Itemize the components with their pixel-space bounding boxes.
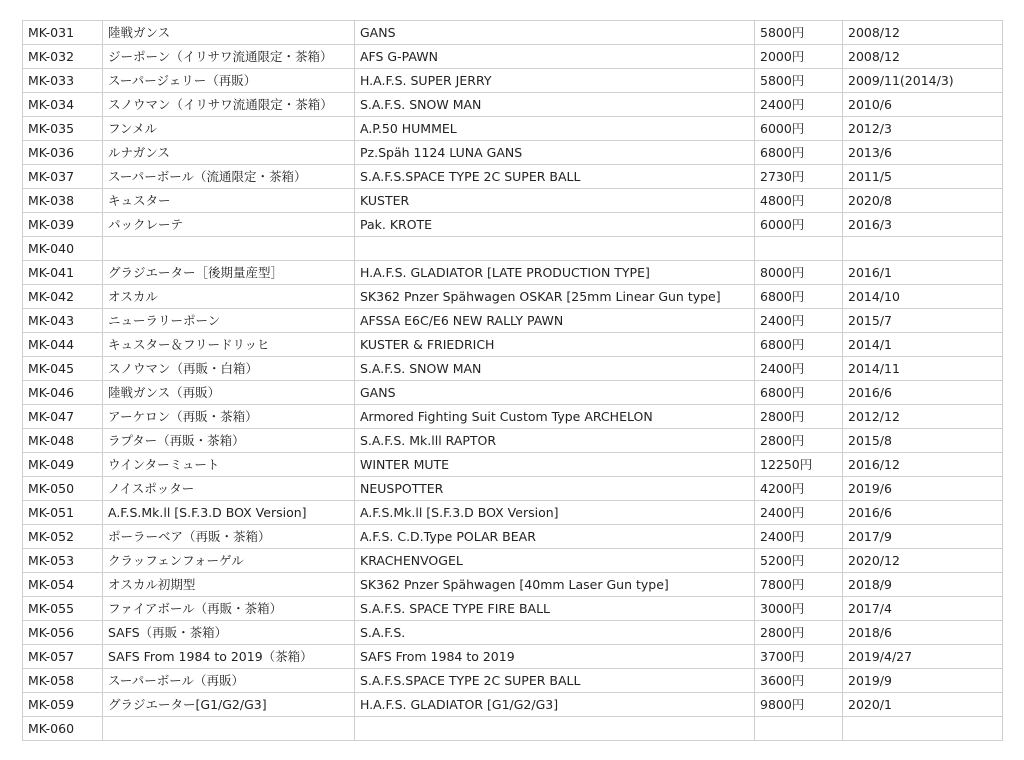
release-date-cell: 2008/12 [843, 45, 1003, 69]
release-date-cell: 2016/6 [843, 381, 1003, 405]
table-row [23, 285, 1003, 309]
price-cell: 2000円 [755, 45, 843, 69]
release-date-cell: 2015/8 [843, 429, 1003, 453]
release-date-cell: 2012/3 [843, 117, 1003, 141]
japanese-name-cell: A.F.S.Mk.ll [S.F.3.D BOX Version] [103, 501, 355, 525]
english-name-cell: Pz.Späh 1124 LUNA GANS [355, 141, 755, 165]
product-code-cell: MK-040 [23, 237, 103, 261]
english-name-cell: NEUSPOTTER [355, 477, 755, 501]
japanese-name-cell: SAFS From 1984 to 2019（茶箱） [103, 645, 355, 669]
price-cell: 6000円 [755, 117, 843, 141]
product-code-cell: MK-053 [23, 549, 103, 573]
japanese-name-cell: スノウマン（イリサワ流通限定・茶箱） [103, 93, 355, 117]
table-row [23, 621, 1003, 645]
release-date-cell: 2013/6 [843, 141, 1003, 165]
price-cell: 3000円 [755, 597, 843, 621]
japanese-name-cell: スーパーボール（流通限定・茶箱） [103, 165, 355, 189]
table-row [23, 213, 1003, 237]
japanese-name-cell: ラプター（再販・茶箱） [103, 429, 355, 453]
japanese-name-cell [103, 717, 355, 741]
table-row [23, 357, 1003, 381]
japanese-name-cell: ジーポーン（イリサワ流通限定・茶箱） [103, 45, 355, 69]
price-cell [755, 237, 843, 261]
release-date-cell: 2017/4 [843, 597, 1003, 621]
release-date-cell: 2016/1 [843, 261, 1003, 285]
english-name-cell: KUSTER [355, 189, 755, 213]
english-name-cell [355, 237, 755, 261]
product-code-cell: MK-059 [23, 693, 103, 717]
release-date-cell: 2012/12 [843, 405, 1003, 429]
release-date-cell: 2018/9 [843, 573, 1003, 597]
price-cell: 2800円 [755, 621, 843, 645]
product-code-cell: MK-039 [23, 213, 103, 237]
table-row [23, 333, 1003, 357]
table-row [23, 717, 1003, 741]
product-table-body [23, 21, 1003, 741]
english-name-cell: GANS [355, 381, 755, 405]
release-date-cell: 2019/6 [843, 477, 1003, 501]
english-name-cell [355, 717, 755, 741]
table-row [23, 141, 1003, 165]
release-date-cell: 2009/11(2014/3) [843, 69, 1003, 93]
japanese-name-cell: オスカル [103, 285, 355, 309]
table-row [23, 165, 1003, 189]
price-cell: 5800円 [755, 69, 843, 93]
japanese-name-cell: ニューラリーポーン [103, 309, 355, 333]
english-name-cell: SK362 Pnzer Spähwagen [40mm Laser Gun type] [355, 573, 755, 597]
table-row [23, 501, 1003, 525]
product-code-cell: MK-054 [23, 573, 103, 597]
english-name-cell: A.F.S. C.D.Type POLAR BEAR [355, 525, 755, 549]
release-date-cell: 2019/9 [843, 669, 1003, 693]
product-code-cell: MK-051 [23, 501, 103, 525]
product-code-cell: MK-055 [23, 597, 103, 621]
product-code-cell: MK-038 [23, 189, 103, 213]
table-row [23, 237, 1003, 261]
release-date-cell: 2008/12 [843, 21, 1003, 45]
english-name-cell: S.A.F.S.SPACE TYPE 2C SUPER BALL [355, 165, 755, 189]
product-code-cell: MK-058 [23, 669, 103, 693]
english-name-cell: SAFS From 1984 to 2019 [355, 645, 755, 669]
product-table-container [22, 20, 1003, 741]
product-code-cell: MK-033 [23, 69, 103, 93]
price-cell: 6800円 [755, 381, 843, 405]
japanese-name-cell: SAFS（再販・茶箱） [103, 621, 355, 645]
price-cell: 2730円 [755, 165, 843, 189]
english-name-cell: Armored Fighting Suit Custom Type ARCHELON [355, 405, 755, 429]
release-date-cell: 2015/7 [843, 309, 1003, 333]
release-date-cell: 2018/6 [843, 621, 1003, 645]
price-cell: 2400円 [755, 525, 843, 549]
product-code-cell: MK-046 [23, 381, 103, 405]
release-date-cell: 2020/12 [843, 549, 1003, 573]
japanese-name-cell: スーパーボール（再販） [103, 669, 355, 693]
japanese-name-cell: フンメル [103, 117, 355, 141]
price-cell: 6800円 [755, 333, 843, 357]
product-code-cell: MK-057 [23, 645, 103, 669]
release-date-cell: 2010/6 [843, 93, 1003, 117]
product-code-cell: MK-060 [23, 717, 103, 741]
product-code-cell: MK-036 [23, 141, 103, 165]
product-code-cell: MK-047 [23, 405, 103, 429]
price-cell: 2800円 [755, 429, 843, 453]
japanese-name-cell: キュスター [103, 189, 355, 213]
price-cell: 5800円 [755, 21, 843, 45]
product-code-cell: MK-034 [23, 93, 103, 117]
table-row [23, 645, 1003, 669]
english-name-cell: S.A.F.S. SNOW MAN [355, 357, 755, 381]
english-name-cell: S.A.F.S.SPACE TYPE 2C SUPER BALL [355, 669, 755, 693]
japanese-name-cell: ポーラーベア（再販・茶箱） [103, 525, 355, 549]
release-date-cell: 2020/1 [843, 693, 1003, 717]
japanese-name-cell: スノウマン（再販・白箱） [103, 357, 355, 381]
product-code-cell: MK-032 [23, 45, 103, 69]
english-name-cell: S.A.F.S. Mk.lll RAPTOR [355, 429, 755, 453]
price-cell: 7800円 [755, 573, 843, 597]
japanese-name-cell: ウインターミュート [103, 453, 355, 477]
table-row [23, 117, 1003, 141]
english-name-cell: S.A.F.S. [355, 621, 755, 645]
table-row [23, 309, 1003, 333]
price-cell: 6800円 [755, 141, 843, 165]
release-date-cell [843, 717, 1003, 741]
price-cell: 4800円 [755, 189, 843, 213]
table-row [23, 669, 1003, 693]
table-row [23, 405, 1003, 429]
table-row [23, 549, 1003, 573]
price-cell: 2400円 [755, 93, 843, 117]
table-row [23, 525, 1003, 549]
price-cell: 2800円 [755, 405, 843, 429]
japanese-name-cell: ノイスポッター [103, 477, 355, 501]
english-name-cell: H.A.F.S. SUPER JERRY [355, 69, 755, 93]
release-date-cell: 2014/1 [843, 333, 1003, 357]
japanese-name-cell: アーケロン（再販・茶箱） [103, 405, 355, 429]
english-name-cell: WINTER MUTE [355, 453, 755, 477]
english-name-cell: KRACHENVOGEL [355, 549, 755, 573]
japanese-name-cell: クラッフェンフォーゲル [103, 549, 355, 573]
table-row [23, 69, 1003, 93]
japanese-name-cell: パックレーテ [103, 213, 355, 237]
release-date-cell: 2016/6 [843, 501, 1003, 525]
table-row [23, 93, 1003, 117]
product-code-cell: MK-049 [23, 453, 103, 477]
price-cell: 2400円 [755, 357, 843, 381]
product-code-cell: MK-048 [23, 429, 103, 453]
price-cell: 8000円 [755, 261, 843, 285]
release-date-cell: 2017/9 [843, 525, 1003, 549]
english-name-cell: A.F.S.Mk.ll [S.F.3.D BOX Version] [355, 501, 755, 525]
english-name-cell: Pak. KROTE [355, 213, 755, 237]
price-cell: 5200円 [755, 549, 843, 573]
japanese-name-cell [103, 237, 355, 261]
price-cell: 9800円 [755, 693, 843, 717]
release-date-cell [843, 237, 1003, 261]
table-row [23, 597, 1003, 621]
price-cell: 3700円 [755, 645, 843, 669]
product-code-cell: MK-052 [23, 525, 103, 549]
table-row [23, 453, 1003, 477]
english-name-cell: AFS G-PAWN [355, 45, 755, 69]
product-code-cell: MK-037 [23, 165, 103, 189]
product-code-cell: MK-031 [23, 21, 103, 45]
product-code-cell: MK-050 [23, 477, 103, 501]
release-date-cell: 2020/8 [843, 189, 1003, 213]
table-row [23, 477, 1003, 501]
product-table [22, 20, 1003, 741]
release-date-cell: 2016/3 [843, 213, 1003, 237]
product-code-cell: MK-056 [23, 621, 103, 645]
price-cell: 6000円 [755, 213, 843, 237]
price-cell: 12250円 [755, 453, 843, 477]
release-date-cell: 2016/12 [843, 453, 1003, 477]
english-name-cell: AFSSA E6C/E6 NEW RALLY PAWN [355, 309, 755, 333]
japanese-name-cell: グラジエーター［後期量産型］ [103, 261, 355, 285]
table-row [23, 429, 1003, 453]
table-row [23, 261, 1003, 285]
release-date-cell: 2014/11 [843, 357, 1003, 381]
table-row [23, 381, 1003, 405]
table-row [23, 573, 1003, 597]
price-cell: 2400円 [755, 501, 843, 525]
price-cell: 6800円 [755, 285, 843, 309]
product-code-cell: MK-044 [23, 333, 103, 357]
japanese-name-cell: グラジエーター[G1/G2/G3] [103, 693, 355, 717]
japanese-name-cell: ファイアボール（再販・茶箱） [103, 597, 355, 621]
table-row [23, 45, 1003, 69]
price-cell [755, 717, 843, 741]
product-code-cell: MK-035 [23, 117, 103, 141]
japanese-name-cell: オスカル初期型 [103, 573, 355, 597]
english-name-cell: SK362 Pnzer Spähwagen OSKAR [25mm Linear Gun type] [355, 285, 755, 309]
japanese-name-cell: 陸戦ガンス（再販） [103, 381, 355, 405]
english-name-cell: KUSTER & FRIEDRICH [355, 333, 755, 357]
english-name-cell: S.A.F.S. SPACE TYPE FIRE BALL [355, 597, 755, 621]
english-name-cell: A.P.50 HUMMEL [355, 117, 755, 141]
english-name-cell: H.A.F.S. GLADIATOR [G1/G2/G3] [355, 693, 755, 717]
table-row [23, 693, 1003, 717]
price-cell: 2400円 [755, 309, 843, 333]
japanese-name-cell: キュスター＆フリードリッヒ [103, 333, 355, 357]
release-date-cell: 2014/10 [843, 285, 1003, 309]
english-name-cell: H.A.F.S. GLADIATOR [LATE PRODUCTION TYPE] [355, 261, 755, 285]
product-code-cell: MK-042 [23, 285, 103, 309]
product-code-cell: MK-043 [23, 309, 103, 333]
japanese-name-cell: スーパージェリー（再販） [103, 69, 355, 93]
product-code-cell: MK-045 [23, 357, 103, 381]
price-cell: 4200円 [755, 477, 843, 501]
price-cell: 3600円 [755, 669, 843, 693]
japanese-name-cell: ルナガンス [103, 141, 355, 165]
release-date-cell: 2019/4/27 [843, 645, 1003, 669]
japanese-name-cell: 陸戦ガンス [103, 21, 355, 45]
table-row [23, 189, 1003, 213]
english-name-cell: S.A.F.S. SNOW MAN [355, 93, 755, 117]
release-date-cell: 2011/5 [843, 165, 1003, 189]
english-name-cell: GANS [355, 21, 755, 45]
table-row [23, 21, 1003, 45]
product-code-cell: MK-041 [23, 261, 103, 285]
